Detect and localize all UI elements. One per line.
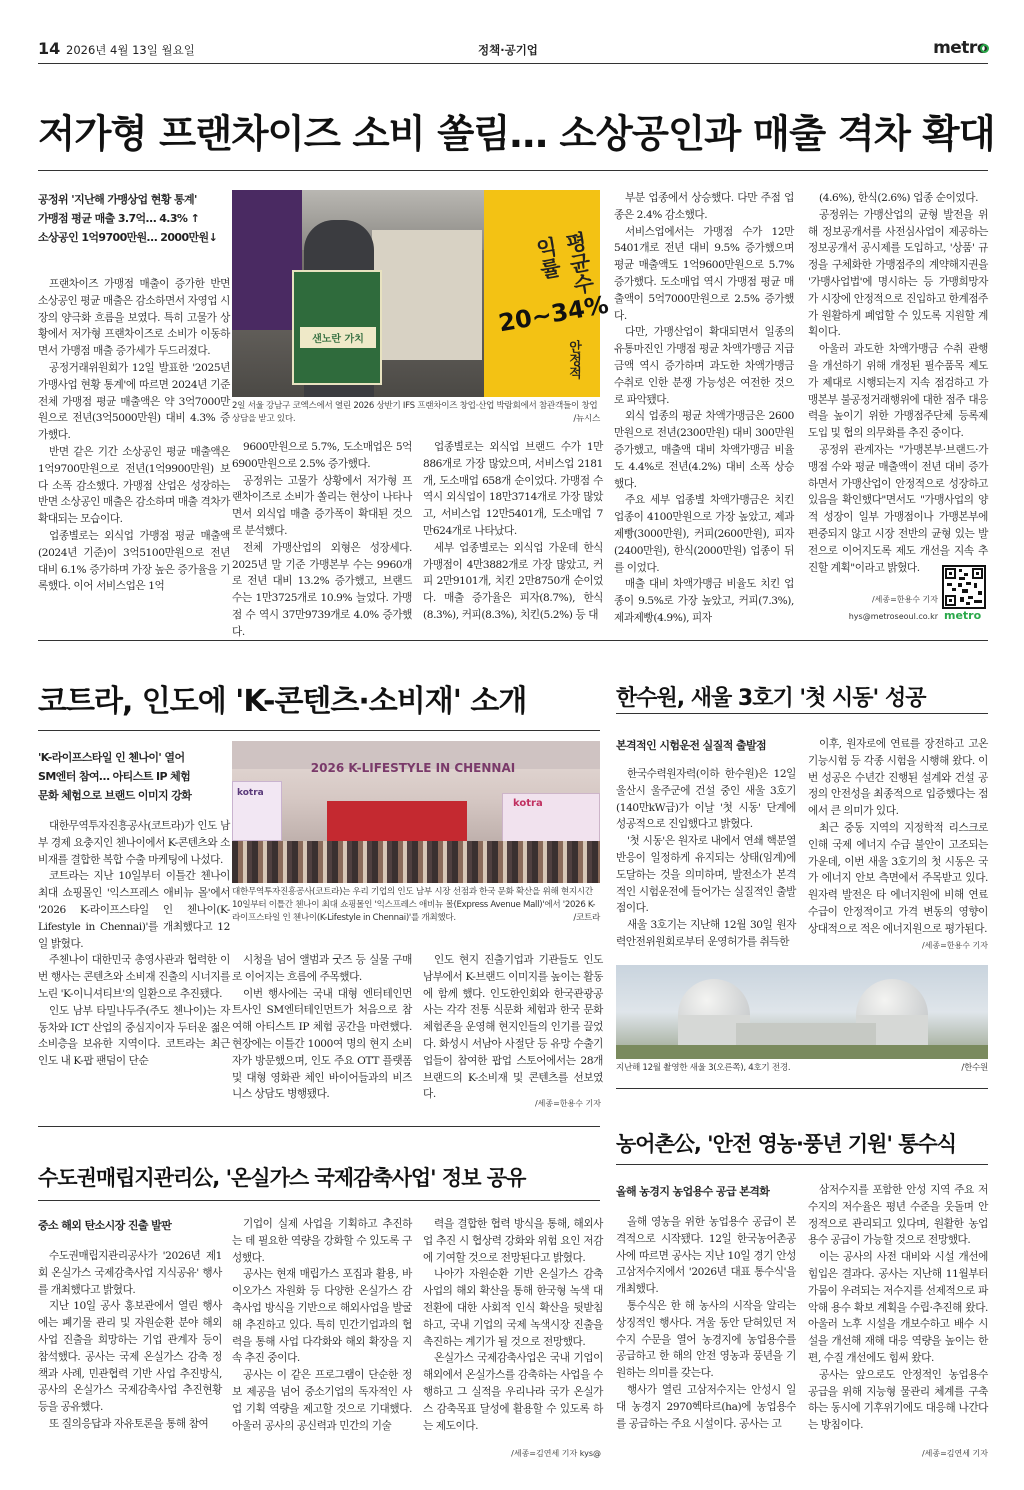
article3-caption-text: 지난해 12월 촬영한 새울 3(오른쪽), 4호기 전경. — [616, 1063, 791, 1073]
article3-sub: 본격적인 시험운전 실질적 출발점 — [616, 739, 767, 752]
body-paragraph: 나아가 자원순환 기반 온실가스 감축 사업의 해외 확산을 통해 한국형 녹색 대전환에 대한 사회적 인식 확산을 뒷받침하고, 국내 기업의 국제 녹색시장 진출을 촉진하는 계기가 될 것으로 전망했다. — [423, 1268, 603, 1348]
article5-col1 — [616, 1214, 796, 1464]
article1-headline: 저가형 프랜차이즈 소비 쏠림… 소상공인과 매출 격차 확대 — [38, 112, 995, 157]
photo-right-stand — [502, 793, 600, 843]
photo-crowd — [232, 841, 600, 883]
body-paragraph: 수도권매립지관리공사가 '2026년 제1회 온실가스 국제감축사업 지식공유' 행사를 개최했다고 밝혔다. — [38, 1250, 222, 1296]
article1-sub3: 소상공인 1억9700만원… 2000만원 — [38, 231, 209, 244]
body-paragraph: 전체 가맹산업의 외형은 성장세다. 2025년 말 기준 가맹본부 수는 9960개로 전년 대비 13.2% 증가했고, 브랜드 수는 1만3725개로 10.9% 늘었다. 가맹점 수 역시 37만9739개로 4.0% 증가했다. — [232, 541, 412, 638]
photo-sign-line3: 안정적 — [566, 340, 581, 379]
article1-email: hys@metroseoul.co.kr — [848, 612, 938, 621]
article4-byline: /세종=김연세 기자 kys@ — [511, 1449, 601, 1458]
article3-caption-credit: /한수원 — [961, 1063, 988, 1073]
article1-col2 — [232, 439, 412, 638]
body-paragraph: 이는 공사의 사전 대비와 시설 개선에 힘입은 결과다. 공사는 지난해 11월부터 가뭄이 우려되는 저수지를 선제적으로 파악해 용수 확보 계획을 수립·추진해 왔다. 아울러 노후 시설을 개보수하고 배수 시설을 개선해 재해 대응 역량을 높이는 한편, 수질 개선에도 힘써 왔다. — [808, 1251, 988, 1364]
body-paragraph: 공정위는 가맹산업의 균형 발전을 위해 정보공개서를 사전심사업이 제공하는 정보공개서 공시제를 도입하고, '상품' 규정을 구체화한 가맹점주의 계약해지권을 '가맹사업법'에 명시하는 등 가맹희망자가 시장에 안정적으로 진입하고 한계점주가 원활하게 폐업할 수 있도록 지원할 계획이다. — [808, 208, 988, 339]
article1-col5 — [808, 190, 988, 610]
article3-headline: 한수원, 새울 3호기 '첫 시동' 성공 — [616, 686, 926, 711]
body-paragraph: 코트라는 지난 10일부터 이틀간 첸나이 최대 쇼핑몰인 '익스프레스 애비뉴 몰'에서 '2026 K-라이프스타일 인 첸나이(K-Lifestyle in Chennai)'를 개최했다고 12일 밝혔다. — [38, 870, 230, 950]
photo-bag-label: 샌노란 가치 — [300, 327, 376, 348]
body-paragraph: 공정위 관계자는 "가맹본부·브랜드·가맹점 수와 평균 매출액이 전년 대비 증가하면서 가맹산업이 안정적으로 성장하고 있음을 확인했다"면서도 "가맹사업의 양적 성장이 일부 가맹점이나 가맹본부에 편중되지 않고 시장 전반의 균형 있는 발전으로 이어지도록 제도 개선을 지속 추진할 계획"이라고 밝혔다. — [808, 443, 988, 574]
body-paragraph: 서비스업에서는 가맹점 수가 12만5401개로 전년 대비 9.5% 증가했으며 평균 매출액도 1억9600만원으로 5.7% 증가했다. 도소매업 역시 가맹점 평균 매출액이 5억7000만원으로 2.5% 증가했다. — [614, 225, 794, 322]
article2-caption-credit: /코트라 — [573, 913, 600, 923]
article1-caption-text: 2일 서울 강남구 코엑스에서 열린 2026 상반기 IFS 프랜차이즈 창업·산업 박람회에서 참관객들이 창업상담을 받고 있다. — [232, 401, 598, 424]
body-paragraph: 인도 남부 타밀나두주(주도 첸나이)는 자동차와 ICT 산업의 중심지이자 두터운 젊은 소비층을 보유한 지역이다. 코트라는 최근 인도 내 K-팝 팬덤이 단순 — [38, 1004, 230, 1068]
body-paragraph: 공정위는 고물가 상황에서 저가형 프랜차이즈로 소비가 쏠리는 현상이 나타나면서 외식업 매출 증가폭이 확대된 것으로 분석했다. — [232, 474, 412, 537]
article1-sub3-row — [38, 228, 230, 247]
article3-col2 — [808, 736, 988, 942]
body-paragraph: 업종별로는 외식업 브랜드 수가 1만886개로 가장 많았으며, 서비스업 2181개, 도소매업 658개 순이었다. 가맹점 수 역시 외식업이 18만3714개로 가장 많았고, 서비스업 12만5401개, 도소매업 7만624개로 나타났다. — [423, 441, 603, 537]
article1-col3 — [423, 439, 603, 629]
body-paragraph: 반면 같은 기간 소상공인 평균 매출액은 1억9700만원으로 전년(1억9900만원) 보다 소폭 감소했다. 가맹점 산업은 성장하는 반면 소상공인 매출은 감소하며 매출 격차가 확대되는 모습이다. — [38, 445, 230, 526]
body-paragraph: 주요 세부 업종별 차액가맹금은 치킨 업종이 4100만원으로 가장 높았고, 제과제빵(3000만원), 커피(2600만원), 피자(2400만원), 한식(2000만원) 업종이 뒤를 이었다. — [614, 494, 794, 574]
article2-byline: /세종=한용수 기자 — [534, 1099, 601, 1108]
article2-photo — [232, 741, 600, 883]
article1-caption-credit: /뉴시스 — [573, 414, 600, 424]
photo-sign-line2: 20~34% — [496, 290, 611, 338]
body-paragraph: 지난 10일 공사 홍보관에서 열린 행사에는 폐기물 관리 및 자원순환 분야 해외사업 진출을 희망하는 기업 관계자 등이 참석했다. 공사는 국제 온실가스 감축 정책과 사례, 민관협력 기반 사업 추진방식, 공사의 온실가스 국제감축사업 추진현황 등을 공유했다. — [38, 1300, 222, 1414]
body-paragraph: 공사는 앞으로도 안정적인 농업용수 공급을 위해 지능형 물관리 체계를 구축하는 동시에 기후위기에도 대응해 나간다는 방침이다. — [808, 1368, 988, 1432]
article2-headline: 코트라, 인도에 'K-콘텐츠·소비재' 소개 — [38, 684, 527, 719]
article2-col3 — [423, 952, 603, 1102]
article1-subheads — [38, 190, 230, 247]
body-paragraph: 이번 행사에는 국내 대형 엔터테인먼트사인 SM엔터테인먼트가 처음으로 참여해 아티스트 IP 체험 공간을 마련했다. 현장에는 이틀간 1000여 명의 현지 소비자가 방문했으며, 인도 주요 OTT 플랫폼 및 대형 영화관 체인 바이어들과의 비즈니스 상담도 병행됐다. — [232, 987, 412, 1101]
article3-top-rule — [616, 713, 988, 714]
page-number: 14 — [38, 39, 61, 58]
qr-code[interactable] — [942, 565, 986, 609]
body-paragraph: 공사는 이 같은 프로그램이 단순한 정보 제공을 넘어 중소기업의 독자적인 사업 기획 역량을 제고할 것으로 기대했다. 아울러 공사의 공신력과 민간의 기술 — [232, 1369, 412, 1432]
issue-date: 2026년 4월 13일 월요일 — [66, 43, 195, 57]
article1-col1 — [38, 276, 230, 626]
photo-event-banner: 2026 K-LIFESTYLE IN CHENNAI — [310, 761, 516, 775]
article4-col1 — [38, 1248, 222, 1462]
body-paragraph: 프랜차이즈 가맹점 매출이 증가한 반면 소상공인 평균 매출은 감소하면서 자영업 시장의 양극화 흐름을 보였다. 특히 고물가 상황에서 저가형 프랜차이즈로 소비가 이동하면서 가맹점 매출 증가세가 두드러졌다. — [38, 278, 230, 358]
article1-sub1: 공정위 '지난해 가맹상업 현황 통계' — [38, 193, 197, 206]
photo-shopping-bag — [292, 270, 382, 385]
photo-booth — [372, 230, 482, 360]
arrow-down-icon: ↓ — [208, 231, 218, 244]
body-paragraph: 매출 대비 차액가맹금 비율도 치킨 업종이 9.5%로 가장 높았고, 커피(7.3%), 제과제빵(4.9%), 피자 — [614, 578, 794, 624]
metro-logo-mark-icon — [980, 44, 989, 53]
article5-headline: 농어촌公, '안전 영농·풍년 기원' 통수식 — [616, 1132, 957, 1156]
article5-byline: /세종=김연세 기자 — [921, 1449, 988, 1458]
qr-pattern-icon — [944, 567, 984, 607]
body-paragraph: 부분 업종에서 상승했다. 다만 주점 업종은 2.4% 감소했다. — [614, 192, 794, 221]
article4-headline: 수도권매립지관리公, '온실가스 국제감축사업' 정보 공유 — [38, 1166, 526, 1190]
article1-sub2: 가맹점 평균 매출 3.7억… 4.3% — [38, 212, 188, 225]
body-paragraph: 아울러 과도한 차액가맹금 수취 관행을 개선하기 위해 개정된 필수품목 제도가 제대로 시행되는지 지속 점검하고 가맹본부 불공정거래행위에 대한 점주 대응력을 높이기 위한 가맹점주단체 등록제 도입 및 협의 의무화를 추진 중이다. — [808, 343, 988, 440]
article3-bottom-rule — [616, 1088, 988, 1089]
article2-sub3: 문화 체험으로 브랜드 이미지 강화 — [38, 789, 192, 802]
photo-sign-board — [484, 190, 611, 397]
body-paragraph: 주첸나이 대한민국 총영사관과 협력한 이번 행사는 콘텐츠와 소비재 진출의 시너지를 노린 'K-이니셔티브'의 일환으로 추진됐다. — [38, 954, 230, 1000]
photo-kotra-sign-left: kotra — [237, 788, 264, 798]
body-paragraph: 대한무역투자진흥공사(코트라)가 인도 남부 경제 요충지인 첸나이에서 K-콘텐츠와 소비재를 결합한 복합 수출 마케팅에 나섰다. — [38, 820, 230, 866]
body-paragraph: 올해 영농을 위한 농업용수 공급이 본격적으로 시작됐다. 12일 한국농어촌공사에 따르면 공사는 지난 10일 경기 안성 고삼저수지에서 '2026년 대표 통수식'을 개최했다. — [616, 1216, 796, 1296]
body-paragraph: 최근 중동 지역의 지정학적 리스크로 인해 국제 에너지 수급 불안이 고조되는 가운데, 이번 새울 3호기의 첫 시동은 국가 에너지 안보 측면에서 주목받고 있다. 원자력 발전은 타 에너지원에 비해 연료 수급이 안정적이고 가격 변동의 영향이 상대적으로 적은 에너지원으로 평가된다. — [808, 821, 988, 935]
article4-sub: 중소 해외 탄소시장 진출 발판 — [38, 1219, 172, 1232]
article2-sub2: SM엔터 참여… 아티스트 IP 체험 — [38, 770, 191, 783]
body-paragraph: 기업이 실제 사업을 기획하고 추진하는 데 필요한 역량을 강화할 수 있도록 구성했다. — [232, 1218, 412, 1264]
section-name: 정책·공기업 — [478, 43, 538, 57]
metro-logo: metro — [933, 38, 988, 58]
article4-col3 — [423, 1216, 603, 1448]
body-paragraph: 한국수력원자력(이하 한수원)은 12일 울산시 울주군에 건설 중인 새울 3호기(140만kW급)가 이날 '첫 시동' 단계에 성공적으로 진입했다고 밝혔다. — [616, 768, 796, 831]
body-paragraph: 행사가 열린 고삼저수지는 안성시 일대 농경지 2970헥타르(ha)에 농업용수를 공급하는 주요 시설이다. 공사는 고 — [616, 1383, 796, 1430]
article3-byline: /세종=한용수 기자 — [921, 941, 988, 950]
body-paragraph: 인도 현지 진출기업과 기관들도 인도 남부에서 K-브랜드 이미지를 높이는 활동에 함께 했다. 인도한인회와 한국관광공사는 각각 전통 식문화 체험과 한국 문화 체험존을 운영해 현지인들의 인기를 끌었다. 화성시 서남아 사절단 등 유망 수출기업들이 참여한 팝업 스토어에서는 28개 브랜드의 K-소비재 및 콘텐츠를 선보였다. — [423, 954, 603, 1101]
article2-sub1: 'K-라이프스타일 인 첸나이' 열어 — [38, 751, 185, 764]
qr-metro-logo: metro — [944, 609, 982, 622]
article2-bottom-rule — [38, 1126, 600, 1127]
article4-col2 — [232, 1216, 412, 1464]
body-paragraph: 새울 3호기는 지난해 12월 30일 원자력안전위원회로부터 운영허가를 취득한 — [616, 919, 796, 948]
article5-col2 — [808, 1182, 988, 1450]
article5-top-rule — [616, 1164, 988, 1165]
body-paragraph: 삼저수지를 포함한 안성 지역 주요 저수지의 저수율은 평년 수준을 웃돌며 안정적으로 관리되고 있다며, 원활한 농업용수 공급이 가능할 것으로 전망했다. — [808, 1184, 988, 1247]
article2-top-rule — [38, 730, 600, 731]
body-paragraph: 다만, 가맹산업이 확대되면서 일종의 유통마진인 가맹점 평균 차액가맹금 지급금액 역시 증가하며 과도한 차액가맹금 수취로 인한 분쟁 가능성은 여전한 것으로 파악됐다. — [614, 326, 794, 406]
body-paragraph: 세부 업종별로는 외식업 가운데 한식 가맹점이 4만3882개로 가장 많았고, 커피 2만9101개, 치킨 2만8750개 순이었다. 매출 증가율은 피자(8.7%), 한식(8.3%), 커피(8.3%), 치킨(5.2%) 등 대 — [423, 541, 603, 621]
article3-caption — [616, 1062, 988, 1075]
arrow-up-icon: ↑ — [190, 212, 200, 225]
body-paragraph: 업종별로는 외식업 가맹점 평균 매출액(2024년 기준)이 3억5100만원으로 전년 대비 6.1% 증가하며 가장 높은 증가율을 기록했다. 이어 서비스업은 1억 — [38, 529, 230, 593]
article2-caption — [232, 886, 600, 925]
article1-top-rule — [38, 170, 988, 171]
body-paragraph: 이후, 원자로에 연료를 장전하고 고온기능시험 등 각종 시험을 시행해 왔다. 이번 성공은 수년간 진행된 설계와 건설 공정의 안전성을 최종적으로 입증했다는 점에서 큰 의미가 있다. — [808, 738, 988, 818]
body-paragraph: 력을 결합한 협력 방식을 통해, 해외사업 추진 시 협상력 강화와 위험 요인 저감에 기여할 것으로 전망된다고 밝혔다. — [423, 1218, 603, 1264]
body-paragraph: 외식 업종의 평균 차액가맹금은 2600만원으로 전년(2300만원) 대비 300만원 증가했고, 매출액 대비 차액가맹금 비율도 4.4%로 전년(4.2%) 대비 소폭 상승했다. — [614, 410, 794, 490]
photo-left-stand — [232, 781, 282, 841]
article1-col4 — [614, 190, 794, 628]
page-header — [38, 38, 988, 64]
article1-photo — [232, 190, 611, 397]
article2-subheads — [38, 748, 230, 805]
article2-caption-text: 대한무역투자진흥공사(코트라)는 우리 기업의 인도 남부 시장 선점과 한국 문화 확산을 위해 현지시간 10일부터 이틀간 첸나이 최대 쇼핑몰인 '익스프레스 애비뉴 몰(Express Avenue Mall)'에서 '2026 K-라이프스타일 인 첸나이(K-Lifestyle in Chennai)'를 개최했다. — [232, 887, 596, 923]
article1-sub2-row — [38, 209, 230, 228]
body-paragraph: 또 질의응답과 자유토론을 통해 참여 — [49, 1417, 209, 1430]
body-paragraph: 9600만원으로 5.7%, 도소매업은 5억6900만원으로 2.5% 증가했다. — [232, 441, 412, 470]
body-paragraph: 공사는 현재 매립가스 포집과 활용, 바이오가스 자원화 등 다양한 온실가스 감축사업 방식을 기반으로 해외사업을 발굴해 추진하고 있다. 특히 민간기업과의 협력을 통해 사업 다각화와 해외 확장을 지속 추진 중이다. — [232, 1268, 412, 1365]
photo-kotra-sign-right: kotra — [513, 798, 543, 809]
body-paragraph: 통수식은 한 해 농사의 시작을 알리는 상징적인 행사다. 겨울 동안 닫혀있던 저수지 수문을 열어 농경지에 농업용수를 공급하고 한 해의 안전 영농과 풍년을 기원하는 의미를 갖는다. — [616, 1299, 796, 1380]
article2-col2 — [232, 952, 412, 1122]
header-rule — [38, 63, 988, 64]
article4-top-rule — [38, 1200, 600, 1201]
article5-sub: 올해 농경지 농업용수 공급 본격화 — [616, 1185, 770, 1198]
body-paragraph: '첫 시동'은 원자로 내에서 연쇄 핵분열 반응이 일정하게 유지되는 상태(임계)에 도달하는 것을 의미하며, 발전소가 본격적인 시험운전에 들어가는 실질적인 출발점이다. — [616, 835, 796, 915]
photo-ground — [616, 1045, 988, 1059]
body-paragraph: 온실가스 국제감축사업은 국내 기업이 해외에서 온실가스를 감축하는 사업을 수행하고 그 실적을 우리나라 국가 온실가스 감축목표 달성에 활용할 수 있도록 하는 제도이다. — [423, 1352, 603, 1432]
body-paragraph: (4.6%), 한식(2.6%) 업종 순이었다. — [819, 192, 979, 204]
body-paragraph: 시청을 넘어 앨범과 굿즈 등 실물 구매로 이어지는 흐름에 주목했다. — [232, 954, 412, 983]
photo-sign-line1: 평균수익률 — [532, 229, 597, 297]
article3-col1 — [616, 766, 796, 954]
article2-col1 — [38, 818, 230, 1108]
article1-caption — [232, 400, 600, 426]
article3-photo — [616, 965, 988, 1059]
body-paragraph: 공정거래위원회가 12일 발표한 '2025년 가맹사업 현황 통계'에 따르면 2024년 기준 전체 가맹점 평균 매출액은 약 3억7000만원으로 전년(3억5000만원) 대비 4.3% 증가했다. — [38, 361, 230, 442]
article1-bottom-rule — [38, 640, 988, 641]
article1-byline: /세종=한용수 기자 — [871, 595, 938, 604]
